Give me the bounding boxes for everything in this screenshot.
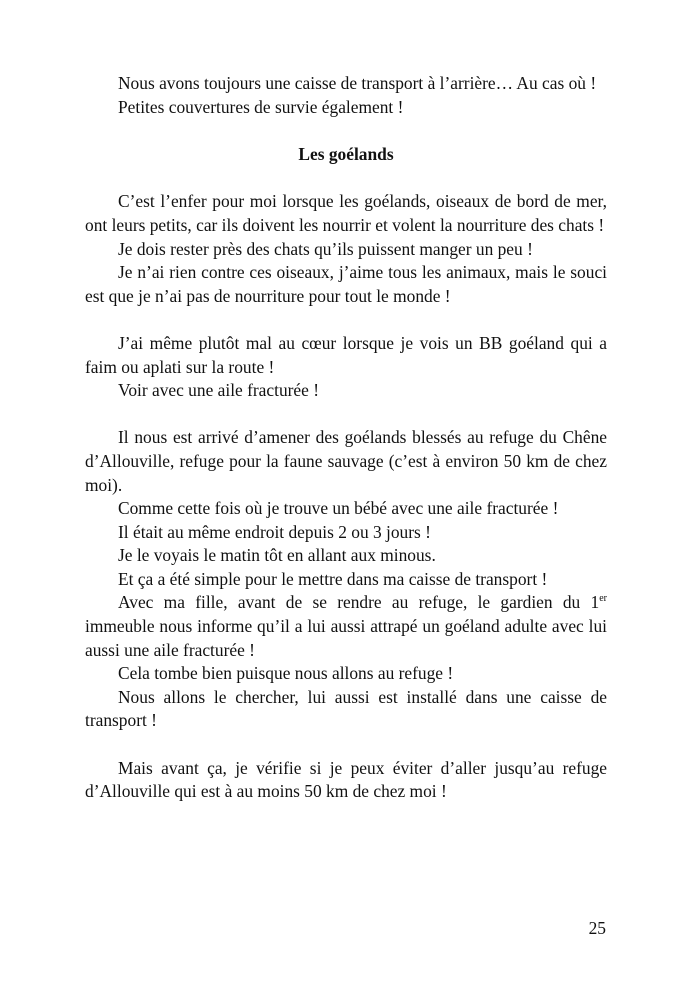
section-heading: Les goélands <box>298 143 394 164</box>
paragraph: Je dois rester près des chats qu’ils puissent manger un peu ! <box>118 238 533 259</box>
paragraph: Je le voyais le matin tôt en allant aux minous. <box>118 545 436 566</box>
paragraph: Il était au même endroit depuis 2 ou 3 jours ! <box>118 521 431 542</box>
paragraph: Nous allons le chercher, lui aussi est installé dans une caisse de transport ! <box>85 686 607 731</box>
page-body <box>85 72 607 804</box>
paragraph-with-superscript <box>85 591 607 662</box>
paragraph: Voir avec une aile fracturée ! <box>118 380 320 401</box>
page-number: 25 <box>588 918 606 938</box>
paragraph: Et ça a été simple pour le mettre dans ma caisse de transport ! <box>118 568 548 589</box>
paragraph-text: immeuble nous informe qu’il a lui aussi attrapé un goéland adulte avec lui aussi une aile fracturée ! <box>85 616 607 660</box>
paragraph: Mais avant ça, je vérifie si je peux éviter d’aller jusqu’au refuge d’Allouville qui est à au moins 50 km de chez moi ! <box>85 757 607 802</box>
paragraph: Nous avons toujours une caisse de transport à l’arrière… Au cas où ! <box>118 73 597 93</box>
paragraph: Il nous est arrivé d’amener des goélands blessés au refuge du Chêne d’Allouville, refuge pour la faune sauvage (c’est à environ 50 km de chez moi). <box>85 427 607 495</box>
paragraph: J’ai même plutôt mal au cœur lorsque je vois un BB goéland qui a faim ou aplati sur la route ! <box>85 332 607 377</box>
paragraph: Cela tombe bien puisque nous allons au refuge ! <box>118 663 454 684</box>
paragraph: Comme cette fois où je trouve un bébé avec une aile fracturée ! <box>118 498 559 519</box>
paragraph: Petites couvertures de survie également ! <box>118 96 404 117</box>
paragraph: Je n’ai rien contre ces oiseaux, j’aime tous les animaux, mais le souci est que je n’ai pas de nourriture pour tout le monde ! <box>85 262 607 306</box>
paragraph: C’est l’enfer pour moi lorsque les goélands, oiseaux de bord de mer, ont leurs petits, car ils doivent les nourrir et volent la nourriture des chats ! <box>85 191 607 235</box>
ordinal-superscript: er <box>599 592 607 604</box>
paragraph-text: Avec ma fille, avant de se rendre au refuge, le gardien du 1 <box>118 592 600 613</box>
